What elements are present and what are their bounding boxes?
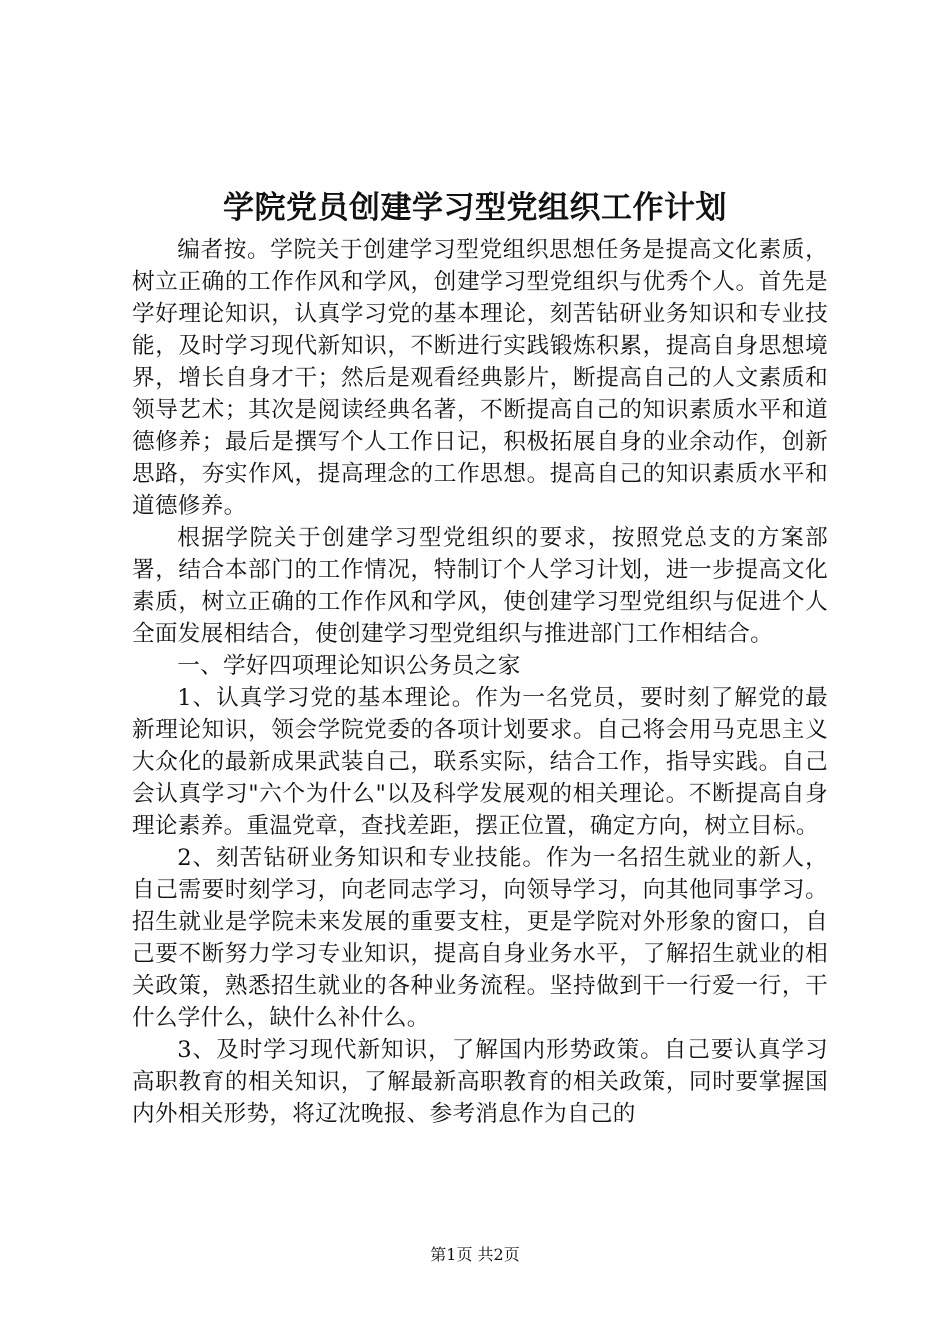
paragraph-item-3: 3、及时学习现代新知识，了解国内形势政策。自己要认真学习高职教育的相关知识，了解最新高职教育的相关政策，同时要掌握国内外相关形势，将辽沈晚报、参考消息作为自己的 bbox=[132, 1037, 828, 1127]
section-heading: 一、学好四项理论知识公务员之家 bbox=[177, 653, 521, 679]
paragraph-item-1: 1、认真学习党的基本理论。作为一名党员，要时刻了解党的最新理论知识，领会学院党委的各项计划要求。自己将会用马克思主义大众化的最新成果武装自己，联系实际，结合工作，指导实践。自己会认真学习"六个为什么"以及科学发展观的相关理论。不断提高自身理论素养。重温党章，查找差距，摆正位置，确定方向，树立目标。 bbox=[132, 685, 828, 839]
document-body bbox=[132, 234, 828, 1130]
paragraph-item-2: 2、刻苦钻研业务知识和专业技能。作为一名招生就业的新人，自己需要时刻学习，向老同志学习，向领导学习，向其他同事学习。招生就业是学院未来发展的重要支柱，更是学院对外形象的窗口，自己要不断努力学习专业知识，提高自身业务水平，了解招生就业的相关政策，熟悉招生就业的各种业务流程。坚持做到干一行爱一行，干什么学什么，缺什么补什么。 bbox=[132, 845, 828, 1031]
paragraph-intro: 根据学院关于创建学习型党组织的要求，按照党总支的方案部署，结合本部门的工作情况，特制订个人学习计划，进一步提高文化素质，树立正确的工作作风和学风，使创建学习型党组织与促进个人全面发展相结合，使创建学习型党组织与推进部门工作相结合。 bbox=[132, 525, 828, 647]
paragraph-editor-note: 编者按。学院关于创建学习型党组织思想任务是提高文化素质，树立正确的工作作风和学风，创建学习型党组织与优秀个人。首先是学好理论知识，认真学习党的基本理论，刻苦钻研业务知识和专业技能，及时学习现代新知识，不断进行实践锻炼积累，提高自身思想境界，增长自身才干；然后是观看经典影片，断提高自己的人文素质和领导艺术；其次是阅读经典名著，不断提高自己的知识素质水平和道德修养；最后是撰写个人工作日记，积极拓展自身的业余动作，创新思路，夯实作风，提高理念的工作思想。提高自己的知识素质水平和道德修养。 bbox=[132, 237, 828, 519]
page-number-footer: 第1页 共2页 bbox=[430, 1245, 520, 1264]
document-title: 学院党员创建学习型党组织工作计划 bbox=[223, 190, 727, 226]
